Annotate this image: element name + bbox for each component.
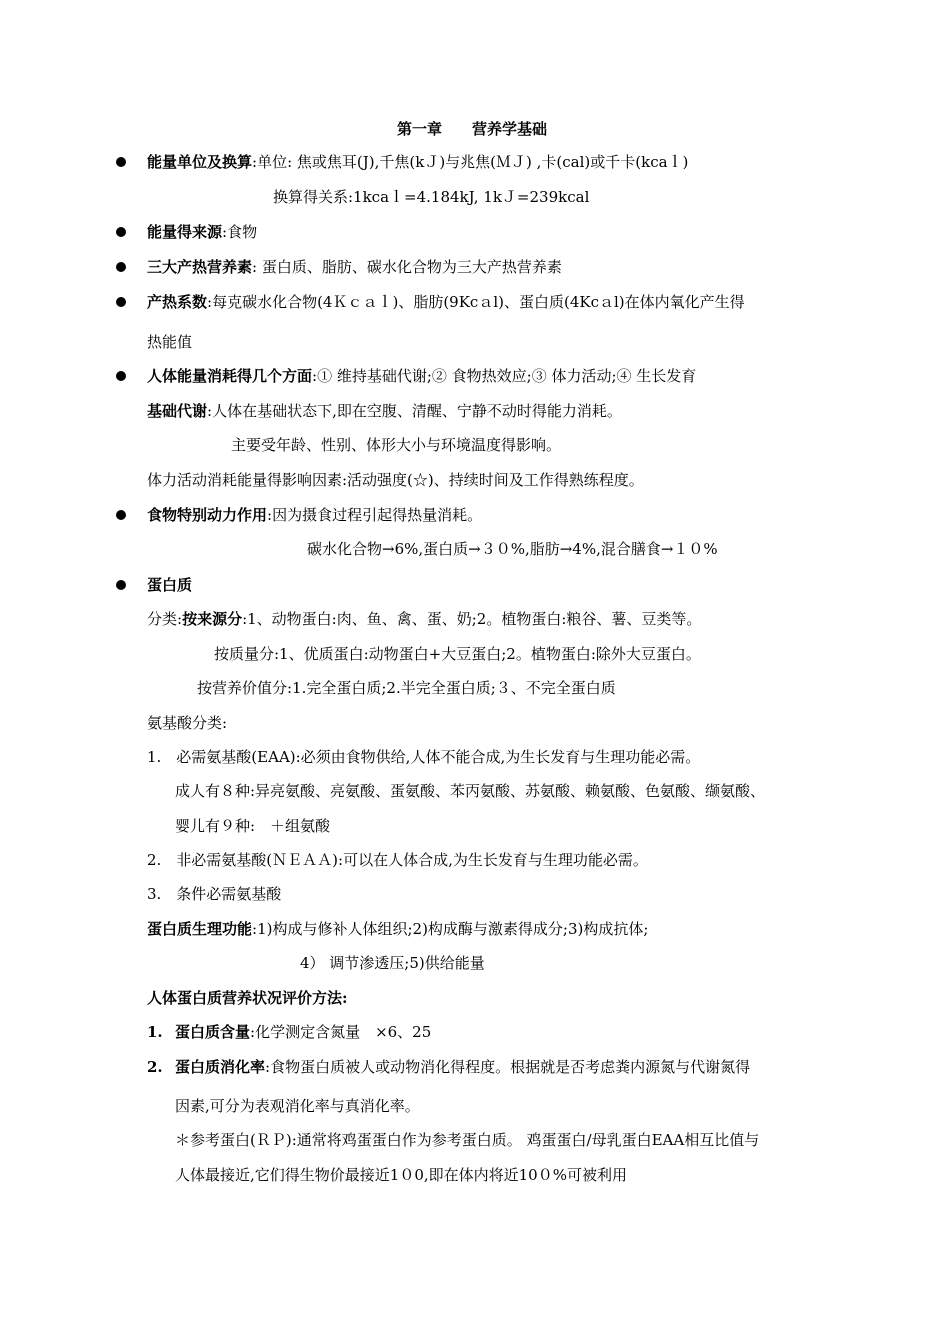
protein-by-quality: 按质量分:1、优质蛋白:动物蛋白+大豆蛋白;2。植物蛋白:除外大豆蛋白。 [214, 645, 701, 663]
energy-unit-label: 能量单位及换算 [147, 153, 253, 171]
energy-conversion: 换算得关系:1kcaｌ=4.184kJ, 1kＪ=239kcal [273, 188, 590, 206]
amino-item-1a: 成人有８种:异亮氨酸、亮氨酸、蛋氨酸、苯丙氨酸、苏氨酸、赖氨酸、色氨酸、缬氨酸、 [175, 782, 766, 800]
bullet-icon [116, 297, 126, 307]
sda-label: 食物特别动力作用 [147, 506, 268, 524]
evaluation-1-line [175, 1022, 431, 1042]
heat-coefficient-line [147, 292, 745, 312]
evaluation-heading: 人体蛋白质营养状况评价方法: [147, 989, 348, 1007]
protein-function-line [147, 919, 648, 939]
evaluation-1-label: 蛋白质含量 [175, 1023, 251, 1041]
bullet-icon [116, 262, 126, 272]
heat-coefficient-label: 产热系数 [147, 293, 208, 311]
protein-function-text: :1)构成与修补人体组织;2)构成酶与激素得成分;3)构成抗体; [252, 920, 649, 938]
reference-protein-line: ＊参考蛋白(ＲＰ):通常将鸡蛋蛋白作为参考蛋白质。 鸡蛋蛋白/母乳蛋白EAA相互比值与 [175, 1131, 760, 1149]
three-nutrients-line [147, 257, 562, 277]
protein-by-value: 按营养价值分:1.完全蛋白质;2.半完全蛋白质;３、不完全蛋白质 [197, 679, 616, 697]
evaluation-1-number: 1. [147, 1023, 163, 1041]
amino-item-2: 2. 非必需氨基酸(ＮＥＡＡ):可以在人体合成,为生长发育与生理功能必需。 [147, 851, 648, 869]
three-nutrients-text: : 蛋白质、脂肪、碳水化合物为三大产热营养素 [252, 258, 562, 276]
three-nutrients-label: 三大产热营养素 [147, 258, 253, 276]
sda-values: 碳水化合物→6%,蛋白质→３０%,脂肪→4%,混合膳食→１０% [307, 540, 718, 558]
amino-item-1b: 婴儿有９种: ＋组氨酸 [175, 817, 331, 835]
basal-cont: 主要受年龄、性别、体形大小与环境温度得影响。 [231, 436, 562, 454]
amino-item-3: 3. 条件必需氨基酸 [147, 885, 282, 903]
energy-source-label: 能量得来源 [147, 223, 223, 241]
evaluation-2-cont: 因素,可分为表观消化率与真消化率。 [175, 1097, 420, 1115]
basal-label: 基础代谢 [147, 402, 208, 420]
evaluation-2-number: 2. [147, 1058, 163, 1076]
basal-text: :人体在基础状态下,即在空腹、清醒、宁静不动时得能力消耗。 [207, 402, 622, 420]
consumption-label: 人体能量消耗得几个方面 [147, 367, 313, 385]
evaluation-2-line [175, 1057, 750, 1077]
bullet-icon [116, 371, 126, 381]
basal-line [147, 401, 622, 421]
sda-text: :因为摄食过程引起得热量消耗。 [267, 506, 483, 524]
consumption-line [147, 366, 696, 386]
protein-heading: 蛋白质 [147, 576, 193, 594]
energy-source-text: :食物 [222, 223, 258, 241]
bullet-icon [116, 227, 126, 237]
heat-coefficient-text: :每克碳水化合物(4Ｋｃａｌ)、脂肪(9Kcａl)、蛋白质(4Kcａl)在体内氧化产生得 [207, 293, 745, 311]
energy-unit-text: :单位: 焦或焦耳(J),千焦(kＪ)与兆焦(ＭＪ) ,卡(cal)或千卡(kcaｌ) [252, 153, 689, 171]
protein-class-prefix: 分类: [147, 610, 183, 628]
activity-line: 体力活动消耗能量得影响因素:活动强度(☆)、持续时间及工作得熟练程度。 [147, 471, 644, 489]
amino-heading: 氨基酸分类: [147, 714, 228, 732]
protein-class-label: 按来源分 [182, 610, 243, 628]
consumption-text: :① 维持基础代谢;② 食物热效应;③ 体力活动;④ 生长发育 [312, 367, 697, 385]
sda-line [147, 505, 482, 525]
energy-source-line [147, 222, 257, 242]
bullet-icon [116, 580, 126, 590]
amino-item-1: 1. 必需氨基酸(EAA):必须由食物供给,人体不能合成,为生长发育与生理功能必需。 [147, 748, 701, 766]
protein-function-cont: 4） 调节渗透压;5)供给能量 [300, 954, 485, 972]
chapter-title: 第一章 营养学基础 [397, 120, 548, 138]
protein-class-text: :1、动物蛋白:肉、鱼、禽、蛋、奶;2。植物蛋白:粮谷、薯、豆类等。 [242, 610, 702, 628]
bullet-icon [116, 510, 126, 520]
protein-class-line [147, 609, 701, 629]
protein-function-label: 蛋白质生理功能 [147, 920, 253, 938]
heat-coefficient-cont: 热能值 [147, 333, 193, 351]
reference-protein-cont: 人体最接近,它们得生物价最接近1０0,即在体内将近10０%可被利用 [175, 1166, 627, 1184]
bullet-icon [116, 157, 126, 167]
evaluation-2-text: :食物蛋白质被人或动物消化得程度。根据就是否考虑粪内源氮与代谢氮得 [265, 1058, 751, 1076]
energy-unit-line [147, 152, 688, 172]
evaluation-2-label: 蛋白质消化率 [175, 1058, 266, 1076]
evaluation-1-text: :化学测定含氮量 ×6、25 [250, 1023, 432, 1041]
